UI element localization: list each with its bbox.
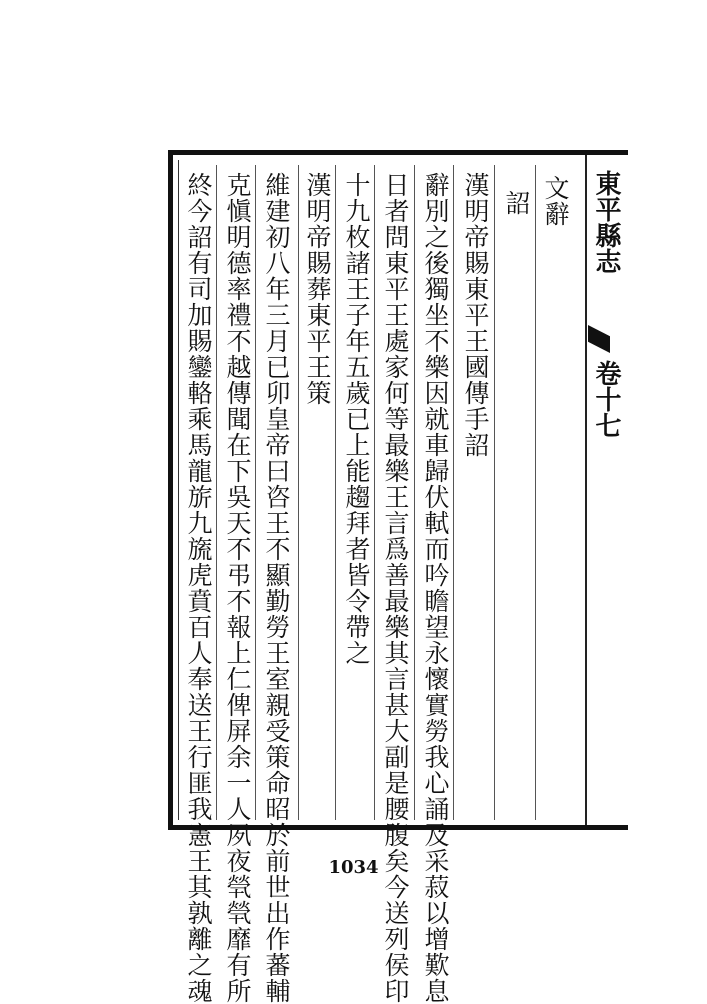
- book-title: 東平縣志: [591, 170, 621, 274]
- column-divider: [298, 165, 299, 820]
- column-divider: [216, 165, 217, 820]
- column-divider: [494, 165, 495, 820]
- column-divider: [414, 165, 415, 820]
- section-heading: 文辭: [541, 175, 570, 227]
- text-column-7: 克愼明德率禮不越傳聞在下吳天不弔不報上仁俾屏余一人夙夜煢煢靡有所: [223, 172, 252, 1004]
- section-subheading: 詔: [502, 190, 531, 216]
- text-column-2: 辭別之後獨坐不樂因就車歸伏軾而吟瞻望永懷實勞我心誦及采菽以增歎息: [421, 172, 450, 1004]
- text-column-5: 漢明帝賜葬東平王策: [303, 172, 332, 406]
- column-divider: [335, 165, 336, 820]
- column-divider: [535, 165, 536, 820]
- volume-label: 卷十七: [591, 360, 621, 438]
- column-divider: [453, 165, 454, 820]
- frame-inner-border: [178, 160, 179, 820]
- text-column-3: 日者問東平王處家何等最樂王言爲善最樂其言甚大副是腰腹矣今送列侯印: [381, 172, 410, 1004]
- text-column-4: 十九枚諸王子年五歲已上能趨拜者皆令帶之: [342, 172, 371, 666]
- text-column-6: 維建初八年三月已卯皇帝曰咨王不顯勤勞王室親受策命昭於前世出作蕃輔: [262, 172, 291, 1004]
- text-column-1: 漢明帝賜東平王國傳手詔: [461, 172, 490, 458]
- column-divider: [374, 165, 375, 820]
- column-divider: [255, 165, 256, 820]
- text-column-8: 終今詔有司加賜鑾輅乘馬龍旂九旒虎賁百人奉送王行匪我憲王其孰離之魂: [184, 172, 213, 1004]
- page-number: 1034: [328, 857, 379, 878]
